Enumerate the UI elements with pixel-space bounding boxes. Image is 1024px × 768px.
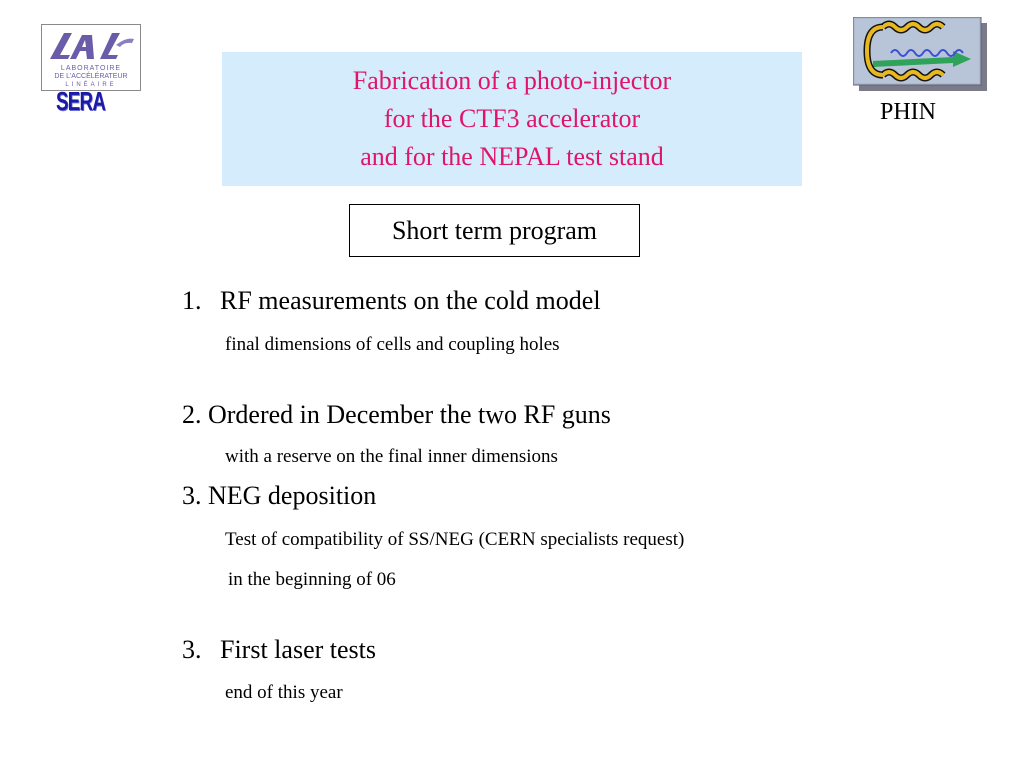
subtitle-box: Short term program — [349, 204, 640, 257]
title-box — [222, 52, 802, 186]
phin-label: PHIN — [880, 99, 937, 125]
item-2-detail: with a reserve on the final inner dimensions — [225, 446, 558, 467]
item-3-heading: 3. NEG deposition — [182, 481, 377, 510]
sera-label: SERA — [56, 86, 106, 116]
item-1-heading — [182, 286, 601, 316]
title-line-1: Fabrication of a photo-injector — [352, 66, 672, 95]
item-4-heading — [182, 635, 376, 665]
item-1-heading-text: RF measurements on the cold model — [220, 286, 601, 315]
lal-logo-text-2: DE L'ACCÉLÉRATEUR — [54, 73, 128, 80]
lal-logo-text-1: LABORATOIRE — [60, 65, 122, 72]
item-3-detail-2: in the beginning of 06 — [228, 569, 396, 590]
item-4-heading-text: First laser tests — [220, 635, 376, 664]
title-line-2: for the CTF3 accelerator — [383, 104, 641, 133]
phin-logo-icon — [853, 17, 987, 91]
item-2-heading: 2. Ordered in December the two RF guns — [182, 400, 611, 429]
item-4-detail: end of this year — [225, 682, 343, 703]
lal-logo — [41, 24, 141, 91]
phin-logo — [853, 17, 987, 91]
item-1-number: 1. — [182, 286, 202, 315]
lal-logo-icon — [42, 25, 140, 90]
item-1-detail: final dimensions of cells and coupling holes — [225, 334, 560, 355]
lal-logo-text-3: LINÉAIRE — [65, 82, 117, 88]
item-4-number: 3. — [182, 635, 202, 664]
title-line-3: and for the NEPAL test stand — [360, 142, 664, 171]
item-3-detail-1: Test of compatibility of SS/NEG (CERN specialists request) — [225, 529, 685, 550]
